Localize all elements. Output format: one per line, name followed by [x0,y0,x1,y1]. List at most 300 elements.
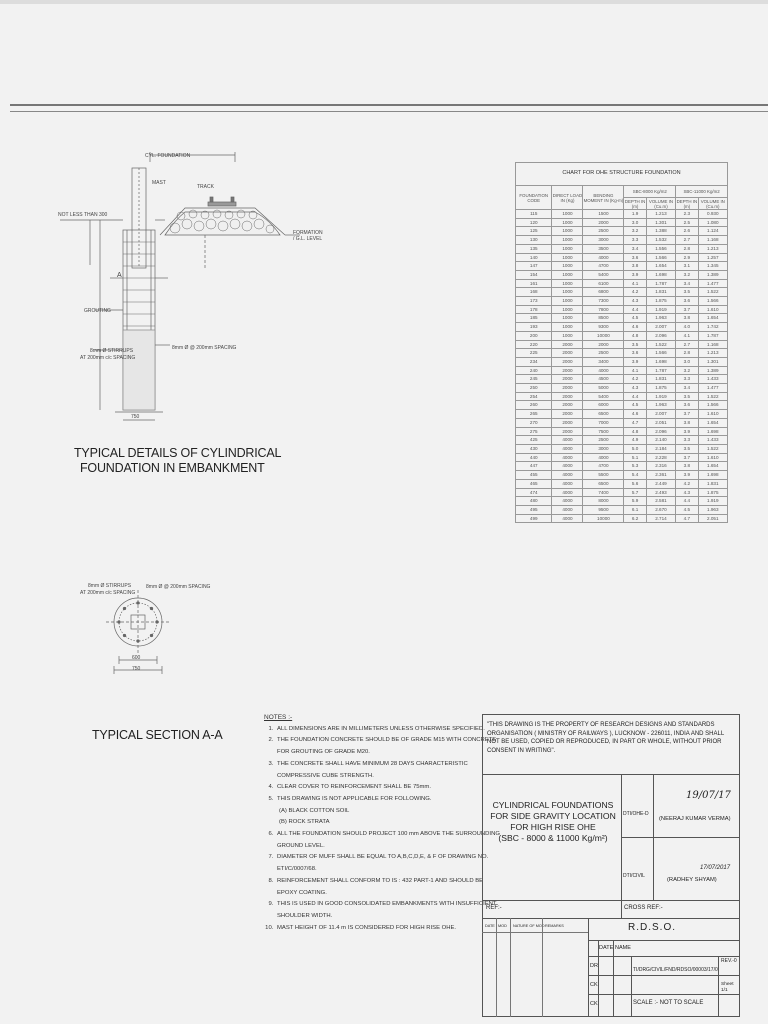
table-cell: 2.096 [646,331,675,340]
table-cell: 1.831 [646,288,675,297]
table-cell: 220 [516,340,552,349]
tb-line [631,956,632,1017]
table-cell: 4000 [552,479,583,488]
table-cell: 1.566 [698,297,727,306]
table-cell: 1.532 [646,236,675,245]
table-cell: 1.610 [698,305,727,314]
table-row [516,453,728,462]
table-cell: 4.4 [624,305,646,314]
table-cell: 455 [516,471,552,480]
table-cell: 6500 [583,479,624,488]
table-cell: 2.7 [676,340,698,349]
table-cell: 474 [516,488,552,497]
note-item: 9. THIS IS USED IN GOOD CONSOLIDATED EMBANKMENTS WITH INSUFFICIENT SHOULDER WIDTH. [275,899,503,922]
section-label-stirrups-spacing: AT 200mm c/c SPACING [80,590,136,596]
table-cell: 4.4 [676,497,698,506]
table-cell: 3.3 [676,375,698,384]
table-cell: 254 [516,392,552,401]
table-row [516,436,728,445]
table-cell: 3.3 [676,436,698,445]
label-bars: 8mm Ø @ 200mm SPACING [172,345,237,351]
table-cell: 2500 [583,227,624,236]
section-a-a-drawing [100,580,190,700]
table-cell: 1.654 [698,462,727,471]
table-cell: 140 [516,253,552,262]
table-cell: 1.566 [646,253,675,262]
table-cell: 1.389 [698,270,727,279]
notes-heading: NOTES :- [264,714,293,721]
tb-line [588,940,740,941]
table-cell: 1.875 [698,488,727,497]
table-cell: 1.213 [698,349,727,358]
chart-title: CHART FOR OHE STRUCTURE FOUNDATION [516,163,728,186]
sig1-name: (NEERAJ KUMAR VERMA) [659,816,731,822]
table-cell: 3.2 [676,270,698,279]
table-cell: 4000 [552,497,583,506]
cross-ref-label: CROSS REF:- [624,905,663,911]
table-cell: 1.345 [698,262,727,271]
table-cell: 7400 [583,488,624,497]
table-cell: 3000 [583,444,624,453]
table-cell: 161 [516,279,552,288]
table-cell: 2.8 [676,244,698,253]
table-cell: 3.5 [676,392,698,401]
dr-label: DR [590,963,598,969]
scale-label: SCALE :- NOT TO SCALE [633,1000,704,1006]
table-cell: 1.433 [698,375,727,384]
col-volume-1: VOLUME IN (Cu.m) [646,198,675,210]
table-cell: 2.7 [676,236,698,245]
table-cell: 2000 [552,357,583,366]
table-cell: 1.522 [698,392,727,401]
table-cell: 4.1 [676,331,698,340]
table-row [516,366,728,375]
table-row [516,357,728,366]
table-cell: 1.654 [646,262,675,271]
label-cyl-foundation: CYL. FOUNDATION [145,153,191,159]
table-cell: 2.670 [646,505,675,514]
top-border-line [10,104,768,106]
table-cell: 5.6 [624,479,646,488]
table-cell: 5.1 [624,453,646,462]
table-cell: 2000 [552,384,583,393]
table-cell: 2000 [552,410,583,419]
table-cell: 6500 [583,410,624,419]
table-cell: 2.581 [646,497,675,506]
table-cell: 4.1 [624,366,646,375]
table-cell: 4000 [552,436,583,445]
table-cell: 168 [516,288,552,297]
table-cell: 1.610 [698,410,727,419]
table-cell: 2.361 [646,471,675,480]
table-cell: 1000 [552,279,583,288]
note-item: 6. ALL THE FOUNDATION SHOULD PROJECT 100 mm ABOVE THE SURROUNDING GROUND LEVEL. [275,829,503,852]
table-cell: 185 [516,314,552,323]
sig2-role: DTI/CIVIL [623,873,645,879]
detail-heading-line-2: FOUNDATION IN EMBANKMENT [80,461,265,475]
table-cell: 1.698 [646,357,675,366]
note-item: 2. THE FOUNDATION CONCRETE SHOULD BE OF GRADE M15 WITH CONCRETE FOR GROUTING OF GRADE M20. [275,735,503,758]
table-cell: 1500 [583,210,624,219]
table-cell: 3.6 [676,401,698,410]
table-cell: 1.963 [646,401,675,410]
table-row [516,340,728,349]
table-cell: 2000 [552,418,583,427]
tb-line [482,900,740,901]
ck1-label: CK [590,982,598,988]
table-row [516,505,728,514]
table-cell: 4700 [583,462,624,471]
table-cell: 4.7 [676,514,698,523]
table-cell: 1.919 [646,305,675,314]
label-ground-level: FORMATION / G.L. LEVEL [293,230,323,242]
table-cell: 2000 [552,340,583,349]
drawing-title-4: (SBC - 8000 & 11000 Kg/m²) [498,833,608,843]
table-cell: 7800 [583,305,624,314]
col-direct-load: DIRECT LOAD IN (Kg) [552,186,583,210]
table-cell: 2.493 [646,488,675,497]
table-cell: 3.5 [676,444,698,453]
name-label: NAME [615,945,631,951]
table-cell: 2000 [552,349,583,358]
table-cell: 2.184 [646,444,675,453]
table-cell: 240 [516,366,552,375]
table-cell: 1000 [552,297,583,306]
table-cell: 2.449 [646,479,675,488]
note-item: 10. MAST HEIGHT OF 11.4 m IS CONSIDERED FOR HIGH RISE OHE. [275,923,503,935]
table-row [516,262,728,271]
table-cell: 4.5 [676,505,698,514]
table-cell: 5.7 [624,488,646,497]
table-cell: 2.096 [646,427,675,436]
table-cell: 3.0 [676,357,698,366]
table-cell: 5.0 [624,444,646,453]
rev-grid [510,918,511,1017]
table-cell: 2000 [552,375,583,384]
table-cell: 2500 [583,349,624,358]
table-cell: 4000 [583,453,624,462]
table-row [516,514,728,523]
table-cell: 1.919 [646,392,675,401]
table-cell: 1000 [552,288,583,297]
table-row [516,323,728,332]
table-cell: 3.6 [624,349,646,358]
cylindrical-foundation-elevation [60,150,330,425]
note-item: 8. REINFORCEMENT SHALL CONFORM TO IS : 432 PART-1 AND SHOULD BE EPOXY COATING. [275,876,503,899]
table-cell: 4000 [583,253,624,262]
table-cell: 1.787 [646,279,675,288]
table-cell: 1000 [552,244,583,253]
col-depth-1: DEPTH IN (m) [624,198,646,209]
col-sbc-11000: SBC-11000 Kg/m2 [676,186,728,198]
table-cell: 425 [516,436,552,445]
table-cell: 4.8 [624,331,646,340]
table-row [516,401,728,410]
table-cell: 2000 [552,366,583,375]
table-cell: 1.831 [698,479,727,488]
table-cell: 1.168 [698,236,727,245]
table-cell: 4.1 [624,279,646,288]
col-volume-2: VOLUME IN (Cu.m) [698,198,727,210]
table-cell: 115 [516,210,552,219]
table-cell: 3.9 [676,471,698,480]
table-cell: 6800 [583,288,624,297]
table-cell: 3.9 [676,427,698,436]
table-cell: 7500 [583,427,624,436]
table-cell: 3.9 [624,270,646,279]
table-cell: 1000 [552,331,583,340]
table-cell: 1.257 [698,253,727,262]
revision-number: REV.-0 [721,958,737,964]
table-cell: 6.1 [624,505,646,514]
table-cell: 4.3 [624,297,646,306]
table-cell: 3.4 [624,244,646,253]
table-cell: 4000 [552,471,583,480]
table-row [516,270,728,279]
table-cell: 2.140 [646,436,675,445]
table-cell: 5.9 [624,497,646,506]
table-cell: 265 [516,410,552,419]
table-cell: 3.7 [676,453,698,462]
foundation-chart-table [515,162,728,523]
table-cell: 1.654 [698,418,727,427]
table-cell: 2.051 [646,418,675,427]
table-cell: 2000 [552,401,583,410]
table-cell: 1.787 [646,366,675,375]
section-label-stirrups: 8mm Ø STIRRUPS [88,583,132,589]
table-cell: 3.4 [676,384,698,393]
top-border-line-2 [10,111,768,112]
table-cell: 225 [516,349,552,358]
table-cell: 3.6 [624,253,646,262]
table-cell: 440 [516,453,552,462]
table-cell: 7300 [583,297,624,306]
table-cell: 4000 [552,444,583,453]
tb-line [621,900,622,918]
table-cell: 4000 [552,505,583,514]
notes-list [263,724,503,935]
table-cell: 3.8 [676,314,698,323]
table-cell: 3.6 [676,297,698,306]
table-row [516,210,728,219]
table-cell: 3.3 [624,236,646,245]
table-cell: 147 [516,262,552,271]
table-cell: 275 [516,427,552,436]
table-cell: 1000 [552,227,583,236]
label-mast: MAST [152,180,166,186]
table-row [516,297,728,306]
note-item: 1. ALL DIMENSIONS ARE IN MILLIMETERS UNLESS OTHERWISE SPECIFIED. [275,724,503,736]
table-cell: 1.477 [698,384,727,393]
table-cell: 4500 [583,375,624,384]
col-bending-moment: BENDING MOMENT IN (Kg-m) [583,186,624,210]
table-cell: 2.316 [646,462,675,471]
note-item: 7. DIAMETER OF MUFF SHALL BE EQUAL TO A,B,C,D,E, & F OF DRAWING NO. ETI/C/0007/68. [275,852,503,875]
table-cell: 10000 [583,514,624,523]
rev-date-col: DATE [485,924,495,928]
table-cell: 1000 [552,262,583,271]
table-cell: 0.930 [698,210,727,219]
table-cell: 447 [516,462,552,471]
table-cell: 1.389 [698,366,727,375]
table-row [516,236,728,245]
table-cell: 1.477 [698,279,727,288]
ck2-label: CK [590,1001,598,1007]
table-cell: 4.3 [676,488,698,497]
table-cell: 3.1 [676,262,698,271]
table-cell: 1000 [552,270,583,279]
table-cell: 173 [516,297,552,306]
table-cell: 4.2 [676,479,698,488]
table-cell: 1.654 [698,314,727,323]
table-cell: 1.080 [698,218,727,227]
table-cell: 2000 [583,218,624,227]
table-row [516,253,728,262]
table-cell: 4.8 [624,427,646,436]
table-cell: 4.3 [624,384,646,393]
table-cell: 1.566 [698,401,727,410]
table-cell: 4000 [552,514,583,523]
table-cell: 270 [516,418,552,427]
table-cell: 4.7 [624,418,646,427]
drawing-title-1: CYLINDRICAL FOUNDATIONS [492,800,614,810]
table-cell: 1.875 [646,384,675,393]
col-depth-2: DEPTH IN (m) [676,198,698,209]
ref-label: REF:- [486,905,502,911]
table-cell: 5400 [583,270,624,279]
table-cell: 1.522 [698,288,727,297]
table-cell: 3.8 [676,418,698,427]
table-cell: 260 [516,401,552,410]
table-cell: 1.610 [698,453,727,462]
table-row [516,427,728,436]
table-cell: 2.8 [676,349,698,358]
label-stirrups-spacing: AT 200mm c/c SPACING [80,355,136,361]
table-cell: 1.124 [698,227,727,236]
label-grouting: GROUTING [84,308,111,314]
tb-line [718,956,719,1017]
note-item: 5. THIS DRAWING IS NOT APPLICABLE FOR FOLLOWING. [275,794,503,806]
sig1-date: 19/07/17 [686,790,731,801]
table-cell: 5000 [583,384,624,393]
table-cell: 4000 [552,462,583,471]
table-cell: 3.4 [676,279,698,288]
table-cell: 1.301 [698,357,727,366]
table-row [516,331,728,340]
table-cell: 4000 [552,453,583,462]
scan-top-edge [0,0,768,4]
table-cell: 1.566 [646,349,675,358]
table-row [516,471,728,480]
table-cell: 1.787 [698,331,727,340]
table-cell: 1000 [552,253,583,262]
table-cell: 5.3 [624,462,646,471]
table-cell: 234 [516,357,552,366]
table-cell: 154 [516,270,552,279]
table-cell: 1.963 [646,314,675,323]
table-cell: 4.6 [624,410,646,419]
table-row [516,305,728,314]
table-cell: 1.963 [698,505,727,514]
rev-grid [482,932,588,933]
table-cell: 1.522 [646,340,675,349]
tb-line [621,837,740,838]
table-cell: 1.213 [646,210,675,219]
table-cell: 1000 [552,305,583,314]
label-not-less-than: NOT LESS THAN 300 [58,212,108,218]
table-cell: 5500 [583,471,624,480]
table-cell: 1.698 [698,427,727,436]
table-cell: 1000 [552,314,583,323]
section-dim-750: 750 [132,666,141,672]
table-cell: 2.051 [698,514,727,523]
col-sbc-8000: SBC-8000 Kg/m2 [624,186,676,198]
table-cell: 1.301 [646,218,675,227]
table-cell: 2.9 [676,253,698,262]
table-cell: 200 [516,331,552,340]
table-cell: 3500 [583,244,624,253]
table-cell: 2.6 [676,227,698,236]
table-cell: 3.0 [624,218,646,227]
table-cell: 499 [516,514,552,523]
table-cell: 2500 [583,436,624,445]
date-label: DATE [599,945,614,951]
table-row [516,410,728,419]
table-cell: 8500 [583,314,624,323]
table-cell: 1000 [552,210,583,219]
table-row [516,375,728,384]
table-cell: 4.2 [624,375,646,384]
table-cell: 5400 [583,392,624,401]
note-subitem: (B) ROCK STRATA [279,819,330,826]
table-row [516,218,728,227]
table-cell: 245 [516,375,552,384]
table-row [516,349,728,358]
table-cell: 4.4 [624,392,646,401]
table-cell: 120 [516,218,552,227]
rev-grid [496,918,497,1017]
table-cell: 6100 [583,279,624,288]
sig1-role: DTI/OHE-D [623,811,649,817]
table-cell: 7000 [583,418,624,427]
table-cell: 1.875 [646,297,675,306]
table-cell: 9500 [583,505,624,514]
table-cell: 1000 [552,323,583,332]
table-row [516,418,728,427]
note-item: 4. CLEAR COVER TO REINFORCEMENT SHALL BE 75mm. [275,782,503,794]
table-cell: 178 [516,305,552,314]
table-cell: 1000 [552,236,583,245]
table-row [516,488,728,497]
table-cell: 430 [516,444,552,453]
table-cell: 4000 [583,366,624,375]
table-cell: 3.8 [624,262,646,271]
section-heading: TYPICAL SECTION A-A [92,728,223,742]
table-cell: 3.8 [676,462,698,471]
table-cell: 1.9 [624,210,646,219]
table-cell: 1.919 [698,497,727,506]
table-cell: 465 [516,479,552,488]
label-dia-750: 750 [131,414,140,420]
table-cell: 5.4 [624,471,646,480]
table-row [516,314,728,323]
label-section-a: A [117,272,122,279]
table-cell: 3.7 [676,410,698,419]
table-cell: 2000 [583,340,624,349]
table-cell: 130 [516,236,552,245]
table-cell: 3.7 [676,305,698,314]
table-cell: 1.698 [646,270,675,279]
